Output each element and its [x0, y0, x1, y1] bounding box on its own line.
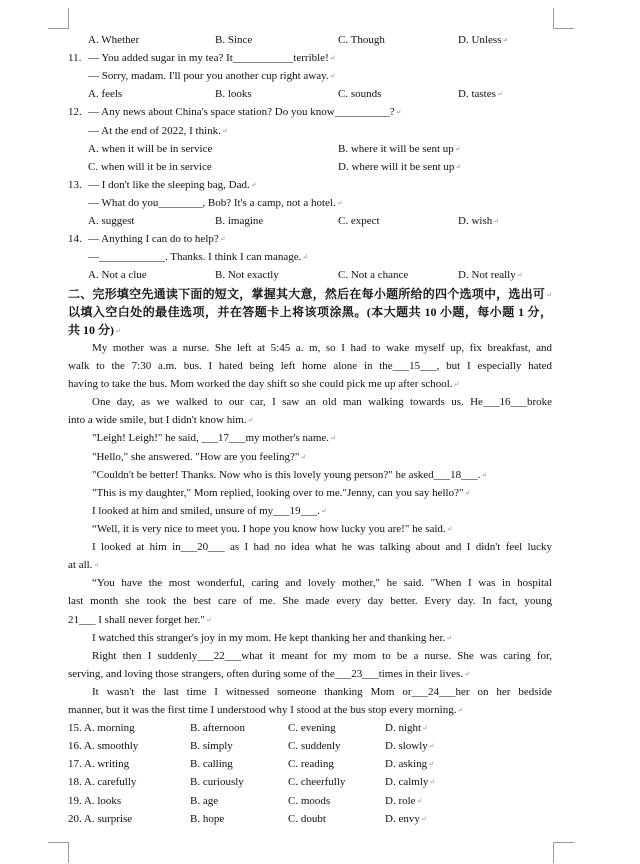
q11-option-c: C. sounds [338, 88, 382, 101]
q10-option-b: B. Since [215, 34, 253, 46]
q13-option-a: A. suggest [88, 215, 135, 228]
q12-option-a: A. when it will be in service [88, 142, 213, 155]
q13-options [68, 212, 552, 230]
q11-reply: — Sorry, madam. I'll pour you another cup right away. ↵ [68, 67, 552, 85]
section-two-instructions-line-3: 共 10 分) ↵ [68, 321, 552, 339]
passage-p4-line-1: "Hello," she answered. "How are you feeling?" ↵ [68, 448, 552, 466]
q16-options [68, 737, 552, 755]
crop-mark-top-left-v [68, 8, 69, 29]
q13-prompt: — I don't like the sleeping bag, Dad. [88, 178, 250, 191]
passage-p1-line-2: walk to the 7:30 a.m. bus. I hated being left home alone in the___15___, but I especially hated [68, 359, 552, 372]
crop-mark-bottom-right-v [553, 842, 554, 863]
q18-option-d: D. calmly ↵ [385, 773, 435, 791]
passage-p2-line-1: One day, as we walked to our car, I saw an old man walking towards us. He___16___broke [92, 396, 552, 409]
q19-option-a: 19. A. looks [68, 794, 122, 807]
passage-p13-line-1: It wasn't the last time I witnessed someone thanking Mom or___24___her on her bedside [92, 685, 552, 698]
q10-options [68, 31, 552, 49]
q14-option-c: C. Not a chance [338, 269, 409, 282]
passage-p12-line-1: Right then I suddenly___22___what it meant for my mom to be a nurse. She was caring for, [92, 649, 552, 662]
passage-p9-line-1: I looked at him in___20___ as I had no idea what he was talking about and I didn't feel lucky [92, 541, 552, 554]
q11-option-d: D. tastes ↵ [458, 85, 503, 103]
q13-prompt-line [68, 176, 552, 194]
crop-mark-top-left-h [48, 28, 69, 29]
crop-mark-bottom-right-h [553, 842, 574, 843]
q14-option-d: D. Not really ↵ [458, 266, 523, 284]
q20-option-c: C. doubt [288, 812, 326, 825]
passage-p1-line-3: having to take the bus. Mom worked the day shift so she could pick me up after school. ↵ [68, 375, 552, 393]
passage-p8-line-1: “Well, it is very nice to meet you. I hope you know how lucky you are!" he said. ↵ [68, 520, 552, 538]
q10-option-d: D. Unless ↵ [458, 31, 508, 49]
q11-number: 11. [68, 52, 82, 65]
q16-option-b: B. simply [190, 740, 233, 753]
passage-p2-line-2: into a wide smile, but I didn't know him. ↵ [68, 411, 552, 429]
q12-option-d: D. where will it be sent up ↵ [338, 158, 461, 176]
q14-reply: —____________. Thanks. I think I can manage. ↵ [68, 248, 552, 266]
q19-option-c: C. moods [288, 794, 331, 807]
q14-prompt: — Anything I can do to help? [88, 233, 219, 246]
crop-mark-top-right-v [553, 8, 554, 29]
passage-p3-line-1: "Leigh! Leigh!" he said, ___17___my mother's name. ↵ [68, 429, 552, 447]
q18-option-b: B. curiously [190, 776, 244, 789]
passage-p13-line-2: manner, but it was the first time I understood why I stood at the bus stop every morning. ↵ [68, 701, 552, 719]
q15-option-d: D. night ↵ [385, 719, 428, 737]
q10-option-a: A. Whether [88, 34, 140, 46]
q20-option-d: D. envy ↵ [385, 810, 427, 828]
q12-option-c: C. when will it be in service [88, 160, 212, 173]
passage-p10-line-1: “You have the most wonderful, caring and lovely mother," he said. "When I was in hospital [92, 577, 552, 590]
passage-p1-line-1: My mother was a nurse. She left at 5:45 a. m, so I had to wake myself up, fix breakfast, and [92, 341, 552, 354]
q18-option-a: 18. A. carefully [68, 776, 137, 789]
q14-option-b: B. Not exactly [215, 269, 279, 282]
q17-option-c: C. reading [288, 758, 334, 771]
q15-option-b: B. afternoon [190, 722, 245, 735]
q19-option-b: B. age [190, 794, 219, 807]
q16-option-d: D. slowly ↵ [385, 737, 435, 755]
q12-number: 12. [68, 106, 82, 119]
crop-mark-bottom-left-h [48, 842, 69, 843]
q11-option-b: B. looks [215, 88, 252, 101]
q19-options [68, 792, 552, 810]
q11-prompt: — You added sugar in my tea? It___________terrible! [88, 52, 329, 65]
passage-p10-line-3: 21___ I shall never forget her." ↵ [68, 611, 552, 629]
q18-option-c: C. cheerfully [288, 776, 346, 789]
q12-option-b: B. where it will be sent up ↵ [338, 140, 461, 158]
passage-p6-line-1: "This is my daughter," Mom replied, looking over to me."Jenny, can you say hello?" ↵ [68, 484, 552, 502]
q15-option-a: 15. A. morning [68, 722, 135, 735]
q13-option-d: D. wish ↵ [458, 212, 499, 230]
q16-option-c: C. suddenly [288, 740, 341, 753]
crop-mark-top-right-h [553, 28, 574, 29]
q14-number: 14. [68, 233, 82, 246]
q12-prompt: — Any news about China's space station? Do you know__________? [88, 106, 395, 119]
q15-options [68, 719, 552, 737]
passage-p9-line-2: at all. ↵ [68, 556, 552, 574]
q13-option-c: C. expect [338, 215, 380, 228]
q16-option-a: 16. A. smoothly [68, 740, 139, 753]
passage-p5-line-1: "Couldn't be better! Thanks. Now who is this lovely young person?" he asked___18___. ↵ [68, 466, 552, 484]
q11-prompt-line [68, 49, 552, 67]
q18-options [68, 773, 552, 791]
passage-p7-line-1: I looked at him and smiled, unsure of my___19___. ↵ [68, 502, 552, 520]
q13-option-b: B. imagine [215, 215, 264, 228]
q12-prompt-line [68, 103, 552, 121]
exam-page [68, 31, 552, 828]
q11-options [68, 85, 552, 103]
q17-option-d: D. asking ↵ [385, 755, 434, 773]
q13-reply: — What do you________, Bob? It's a camp, not a hotel. ↵ [68, 194, 552, 212]
q20-options [68, 810, 552, 828]
q17-option-a: 17. A. writing [68, 758, 130, 771]
q14-option-a: A. Not a clue [88, 269, 147, 282]
passage-p10-line-2: last month she took the best care of me. She made every day better. Every day. In fact, young [68, 595, 552, 608]
q10-option-c: C. Though [338, 34, 385, 46]
q15-option-c: C. evening [288, 722, 336, 735]
q17-option-b: B. calling [190, 758, 233, 771]
q20-option-a: 20. A. surprise [68, 812, 133, 825]
section-two-instructions-line-2: 以填入空白处的最佳选项，并在答题卡上将该项涂黑。(本大题共 10 小题，每小题 1 分， [68, 304, 552, 319]
q19-option-d: D. role ↵ [385, 792, 422, 810]
crop-mark-bottom-left-v [68, 842, 69, 863]
q12-options-row-2 [68, 158, 552, 176]
q14-prompt-line [68, 230, 552, 248]
q12-options-row-1 [68, 140, 552, 158]
q14-options [68, 266, 552, 284]
section-two-instructions-line-1: 二、完形填空先通读下面的短文，掌握其大意，然后在每小题所给的四个选项中，选出可 ↵ [68, 285, 552, 303]
q17-options [68, 755, 552, 773]
q13-number: 13. [68, 178, 82, 191]
q12-reply: — At the end of 2022, I think. ↵ [68, 122, 552, 140]
q20-option-b: B. hope [190, 812, 225, 825]
passage-p11-line-1: I watched this stranger's joy in my mom. He kept thanking her and thanking her. ↵ [68, 629, 552, 647]
q11-option-a: A. feels [88, 88, 123, 101]
passage-p12-line-2: serving, and loving those strangers, often during some of the___23___times in their lives. ↵ [68, 665, 552, 683]
